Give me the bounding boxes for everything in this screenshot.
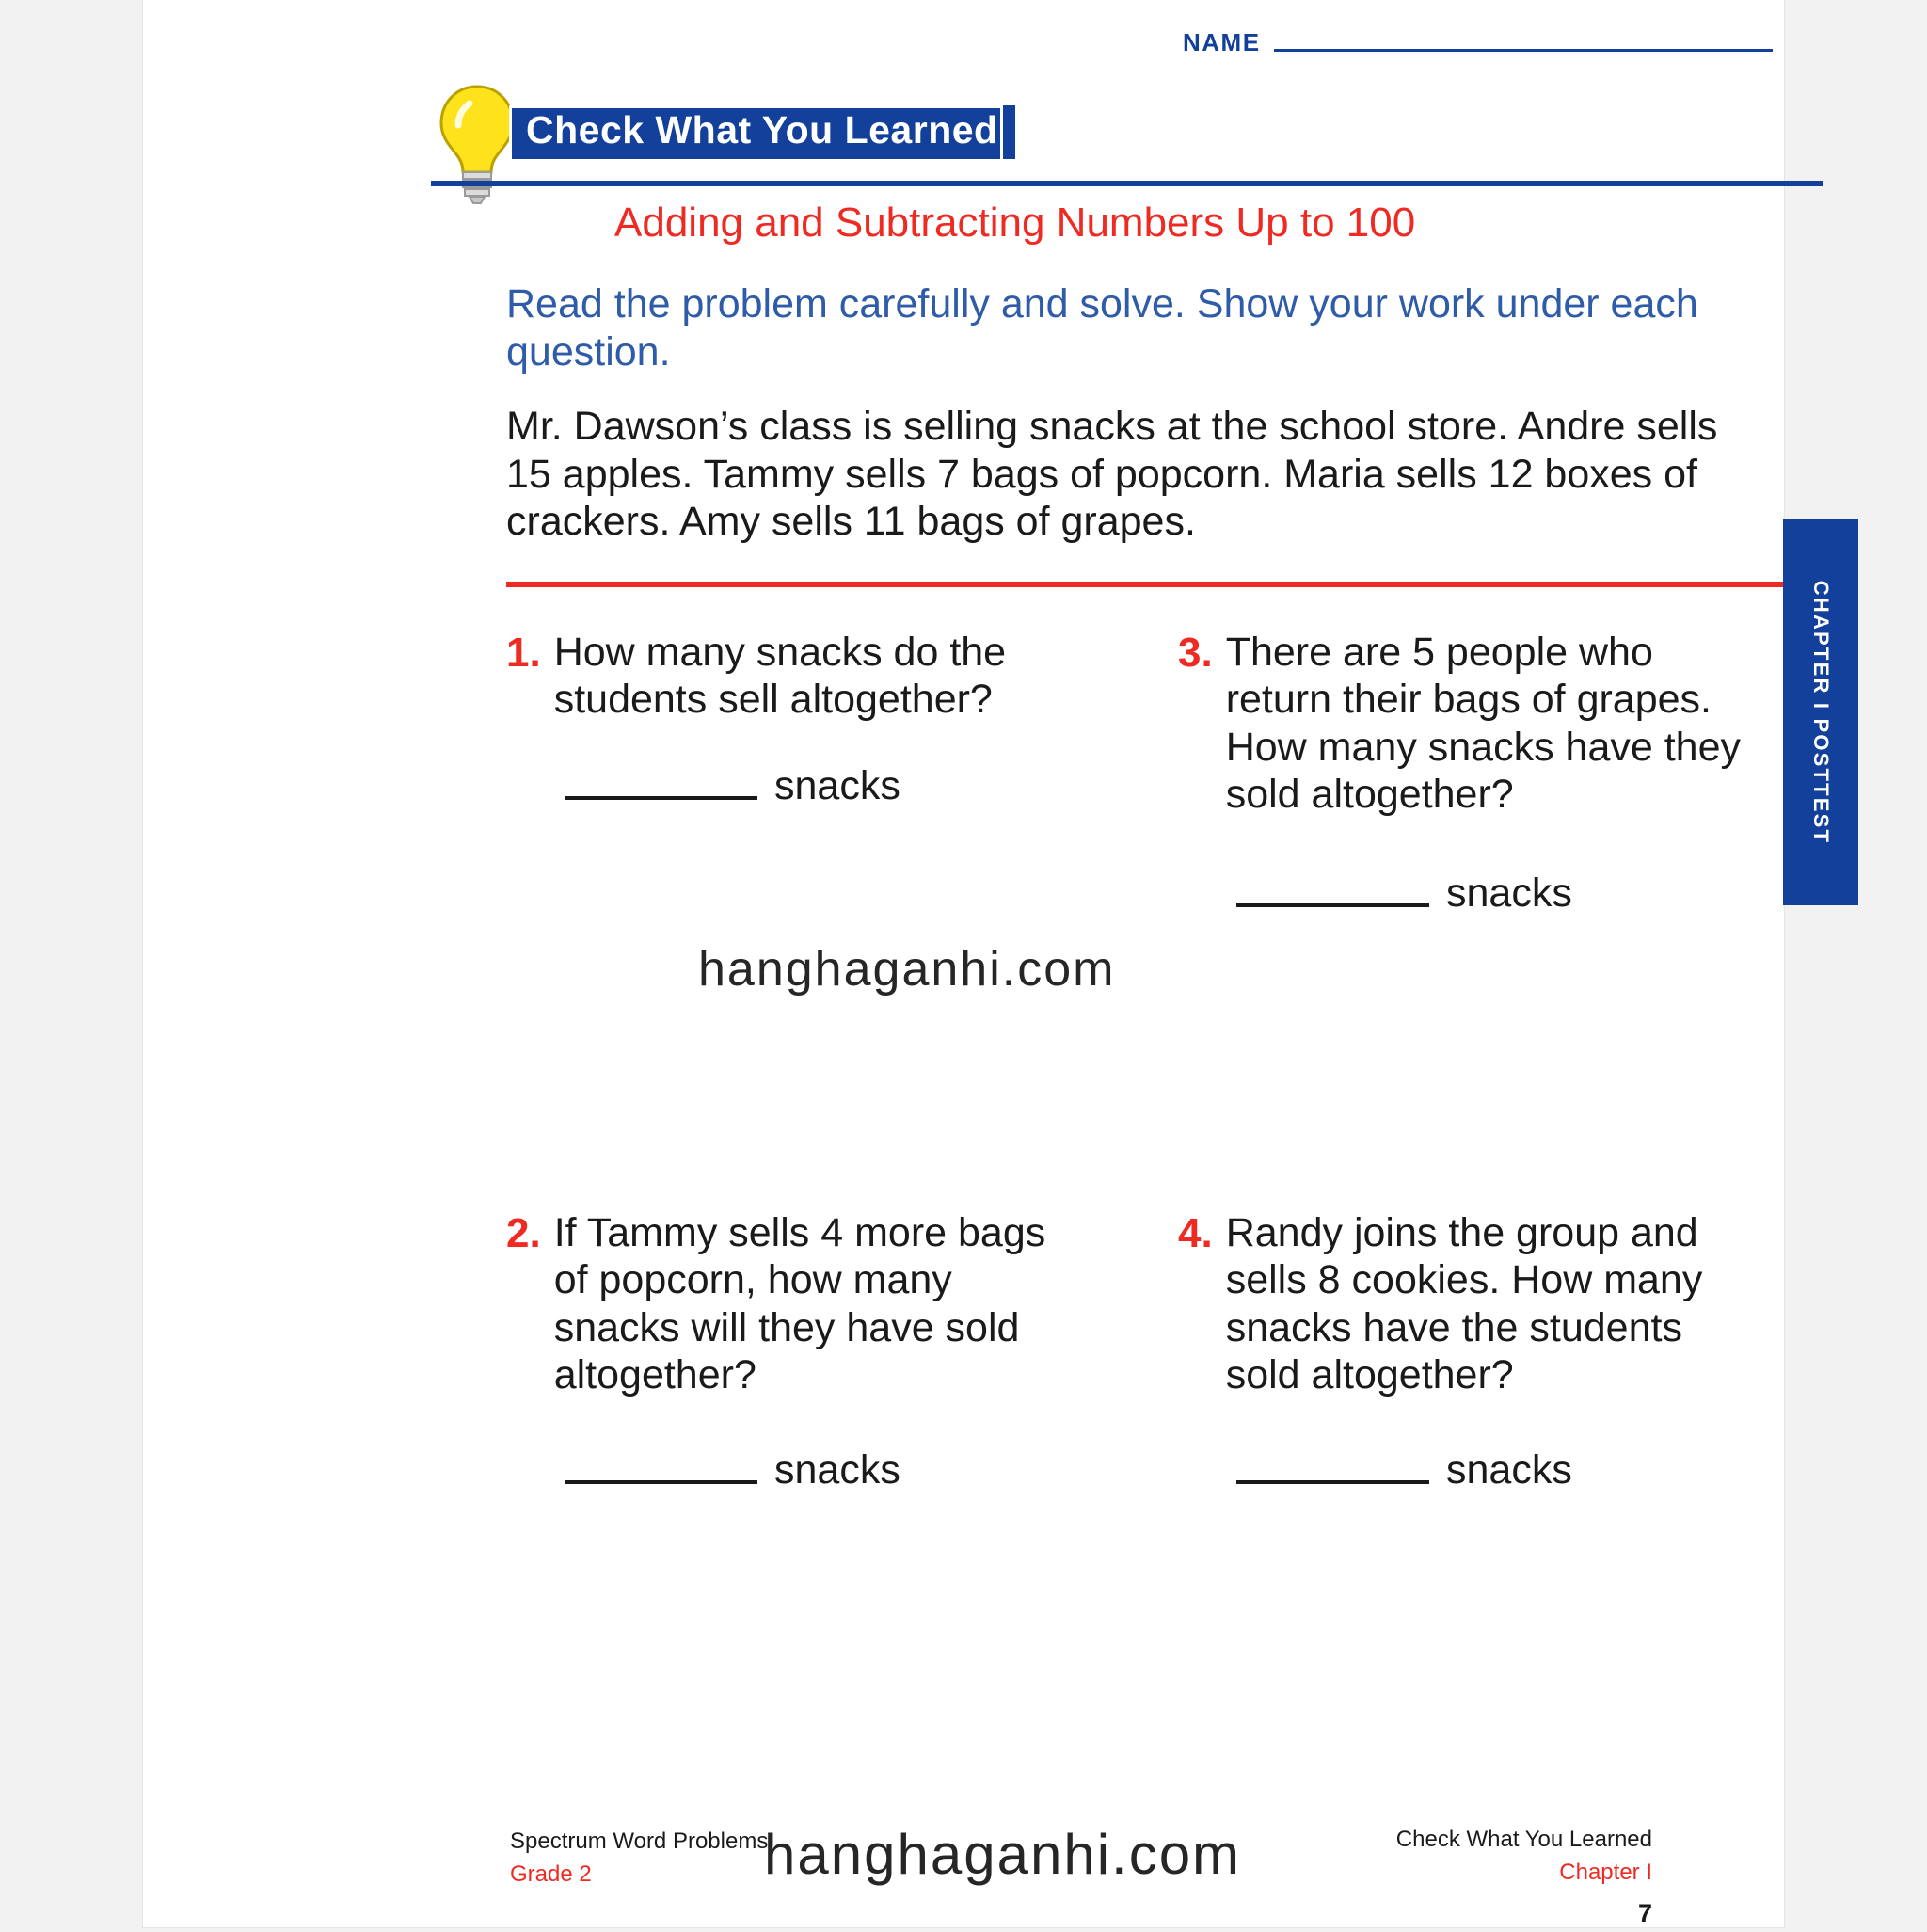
answer-blank[interactable]: [1236, 1480, 1429, 1484]
answer-row: [1236, 1447, 1743, 1493]
watermark-bottom: hanghaganhi.com: [764, 1823, 1242, 1886]
problem-number: 2.: [506, 1210, 541, 1256]
answer-unit: snacks: [1446, 1447, 1572, 1493]
answer-unit: snacks: [774, 762, 900, 808]
answer-row: [565, 1447, 1071, 1493]
answer-row: [1236, 870, 1743, 917]
name-field-row: [1183, 28, 1823, 57]
problem-number: 1.: [506, 630, 541, 676]
problem-item: [1178, 1209, 1743, 1493]
problem-item: [506, 1209, 1071, 1493]
page-content: [162, 0, 1833, 1927]
watermark-middle: hanghaganhi.com: [698, 942, 1116, 997]
problem-header: [506, 1209, 1071, 1398]
story-problem-text: Mr. Dawson’s class is selling snacks at the school store. Andre sells 15 apples. Tammy sells 7 bags of popcorn. Maria sells 12 boxes of crackers. Amy sells 11 bags of grapes.: [506, 404, 1718, 545]
problem-text: There are 5 people who return their bags of grapes. How many snacks have they sold altogether?: [1225, 630, 1742, 817]
page-subtitle: Adding and Subtracting Numbers Up to 100: [614, 200, 1416, 246]
footer-grade: Grade 2: [510, 1860, 592, 1887]
problem-item: [1178, 629, 1743, 917]
problem-text: How many snacks do the students sell altogether?: [553, 630, 1007, 723]
footer-chapter: Chapter I: [1559, 1859, 1652, 1885]
page-title: Check What You Learned: [509, 105, 1015, 159]
page-number: 7: [1637, 1898, 1652, 1927]
answer-row: [565, 763, 1071, 809]
footer-right: [1396, 1824, 1652, 1932]
problem-text: Randy joins the group and sells 8 cookies. How many snacks have the students sold altogether?: [1225, 1210, 1703, 1397]
worksheet-page: [143, 0, 1833, 1927]
chapter-tab: [1783, 519, 1858, 905]
header-divider: [431, 181, 1823, 186]
footer-section-title: Check What You Learned: [1395, 1827, 1652, 1852]
answer-unit: snacks: [1446, 870, 1572, 917]
answer-blank[interactable]: [565, 1480, 757, 1484]
problem-item: [506, 629, 1071, 809]
problem-header: [1178, 629, 1743, 818]
chapter-tab-label: CHAPTER I POSTTEST: [1809, 580, 1833, 845]
problem-header: [1178, 1209, 1743, 1398]
problem-number: 4.: [1178, 1210, 1213, 1256]
answer-blank[interactable]: [1236, 903, 1429, 907]
answer-blank[interactable]: [565, 796, 757, 800]
problem-text: If Tammy sells 4 more bags of popcorn, how many snacks will they have sold altogether?: [553, 1210, 1046, 1397]
problem-header: [506, 629, 1071, 724]
footer-book-title: Spectrum Word Problems: [510, 1828, 769, 1854]
story-divider: [506, 582, 1828, 587]
directions-text: Read the problem carefully and solve. Show your work under each question.: [506, 281, 1698, 375]
name-label: NAME: [1183, 28, 1261, 56]
footer-left: [510, 1826, 768, 1892]
problem-number: 3.: [1178, 630, 1213, 676]
name-input-line[interactable]: [1274, 49, 1773, 52]
answer-unit: snacks: [774, 1447, 900, 1493]
lightbulb-icon: [434, 83, 520, 205]
